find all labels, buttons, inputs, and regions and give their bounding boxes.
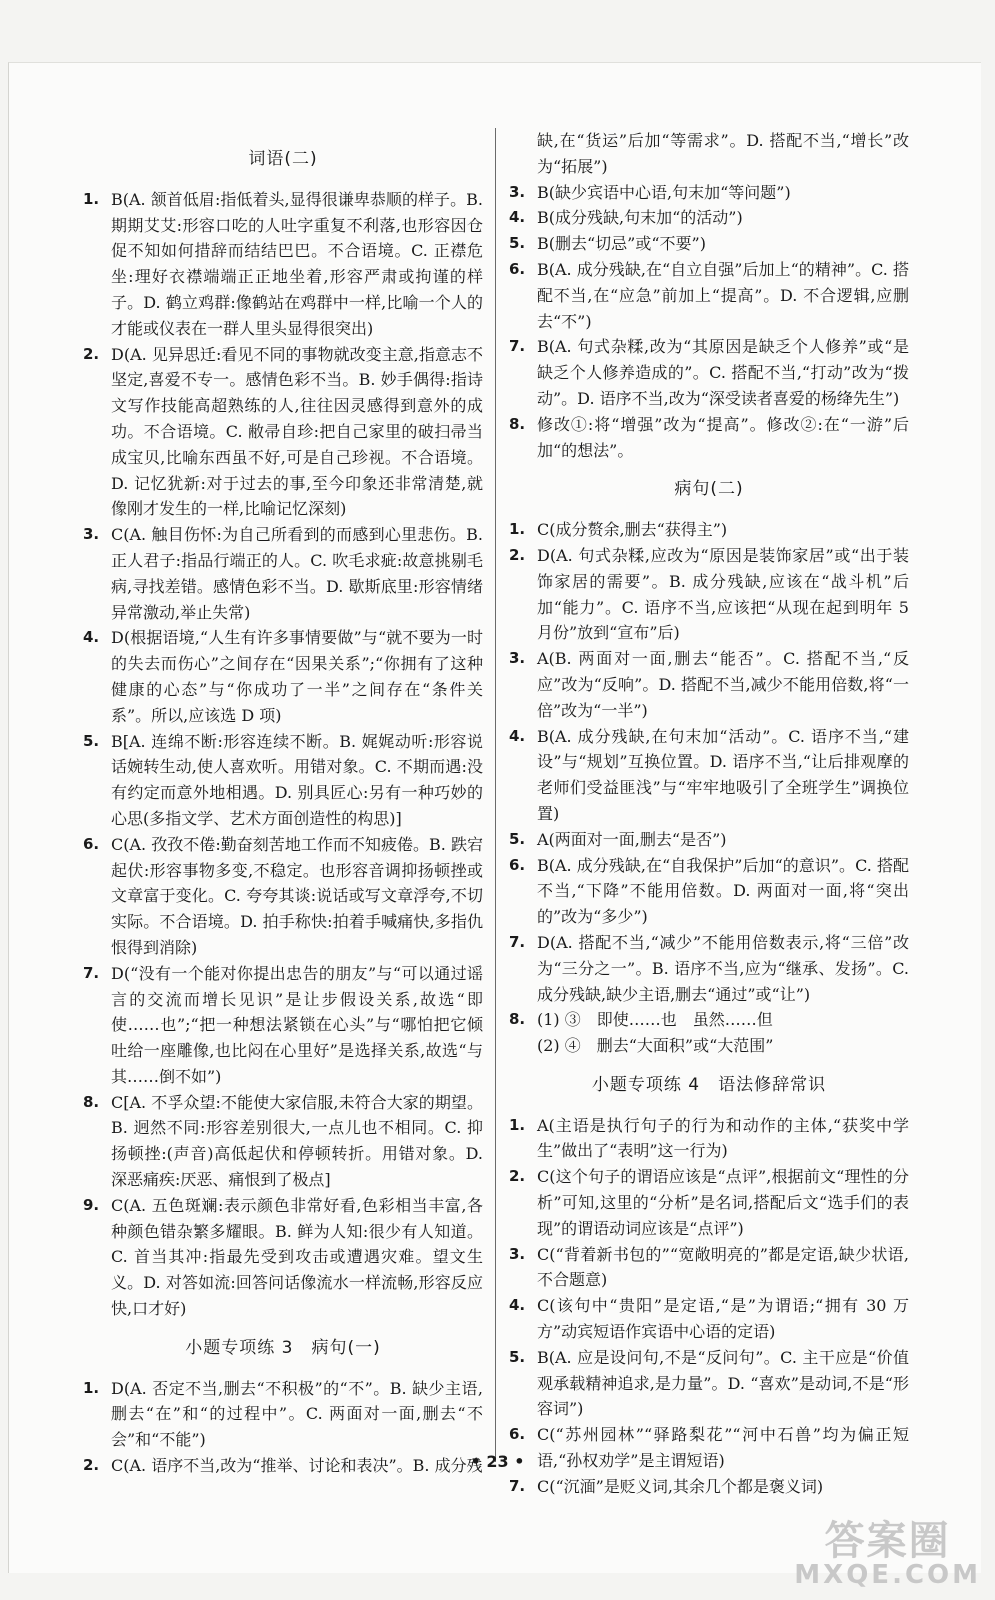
- answer-text: D(根据语境,“人生有许多事情要做”与“就不要为一时的失去而伤心”之间存在“因果关系”;“你拥有了这种健康的心态”与“你成功了一半”之间存在“条件关系”。所以,应该选 D 项): [111, 628, 483, 725]
- section-title-practice-4: 小题专项练 4 语法修辞常识: [591, 1074, 827, 1095]
- answer-text: C(A. 孜孜不倦:勤奋刻苦地工作而不知疲倦。B. 跌宕起伏:形容事物多变,不稳定。也形容音调抑扬顿挫或文章富于变化。C. 夸夸其谈:说话或写文章浮夸,不切实际。不合语境。D. 拍手称快:拍着手喊痛快,多指仇恨得到消除): [111, 834, 483, 957]
- watermark-logo: [794, 1509, 981, 1590]
- right-column: [509, 128, 909, 1500]
- answer-text: B(A. 颔首低眉:指低着头,显得很谦卑恭顺的样子。B. 期期艾艾:形容口吃的人吐字重复不利落,也形容因仓促不知如何措辞而结结巴巴。不合语境。C. 正襟危坐:理好衣襟端端正正地坐着,形容严肃或拘谨的样子。D. 鹤立鸡群:像鹤站在鸡群中一样,比喻一个人的才能或仪表在一群人里头显得很突出): [111, 189, 483, 338]
- answer-number: 7.: [509, 932, 526, 951]
- answer-text: C[A. 不孚众望:不能使大家信服,未符合大家的期望。B. 迥然不同:形容差别很大,一点儿也不相同。C. 抑扬顿挫:(声音)高低起伏和停顿转折。用错对象。D. 深恶痛疾:厌恶、痛恨到了极点]: [111, 1092, 483, 1190]
- answer-text: 修改①:将“增强”改为“提高”。修改②:在“一游”后加“的想法”。: [537, 414, 909, 460]
- answer-item: [509, 930, 909, 1007]
- answer-item: [509, 180, 909, 206]
- answer-number: 6.: [509, 855, 526, 874]
- left-column: [83, 143, 483, 1479]
- answer-item: [509, 1113, 909, 1165]
- answer-item: [509, 1007, 909, 1033]
- answer-text: B(A. 成分残缺,在句末加“活动”。C. 语序不当,“建设”与“规划”互换位置。D. 语序不当,“让后排观摩的老师们受益匪浅”与“牢牢地吸引了全班学生”调换位置): [537, 726, 909, 823]
- answer-list-words: [83, 187, 483, 1322]
- answer-text: A(B. 两面对一面,删去“能否”。C. 搭配不当,“反应”改为“反响”。D. 搭配不当,减少不能用倍数,将“一倍”改为“一半”): [537, 649, 909, 720]
- answer-number: 1.: [509, 1115, 526, 1134]
- answer-item: [509, 1164, 909, 1241]
- answer-list-sentences-1-cont: [509, 180, 909, 464]
- watermark-main: 答案圈: [824, 1518, 951, 1564]
- answer-item: [83, 832, 483, 961]
- answer-text: A(主语是执行句子的行为和动作的主体,“获奖中学生”做出了“表明”这一行为): [537, 1115, 909, 1161]
- answer-item: [83, 342, 483, 523]
- answer-number: 9.: [83, 1195, 100, 1214]
- answer-number: 5.: [509, 829, 526, 848]
- answer-item: [509, 517, 909, 543]
- answer-number: 5.: [509, 234, 526, 253]
- answer-item: [509, 334, 909, 411]
- watermark-sub: MXQE.COM: [794, 1560, 981, 1590]
- answer-item: [83, 729, 483, 832]
- answer-number: 2.: [509, 545, 526, 564]
- answer-item: [83, 625, 483, 728]
- answer-number: 7.: [509, 1476, 526, 1495]
- page-number: • 23 •: [470, 1452, 525, 1471]
- answer-item: [509, 543, 909, 646]
- answer-item: [83, 187, 483, 342]
- answer-number: 6.: [509, 1425, 526, 1444]
- answer-text: C(A. 语序不当,改为“推举、讨论和表决”。B. 成分残: [111, 1456, 483, 1476]
- answer-item: [509, 646, 909, 723]
- answer-item: [509, 827, 909, 853]
- answer-item: [83, 1193, 483, 1322]
- answer-number: 2.: [83, 344, 100, 363]
- answer-number: 4.: [83, 628, 100, 647]
- answer-text: C(A. 五色斑斓:表示颜色非常好看,色彩相当丰富,各种颜色错杂繁多耀眼。B. 鲜为人知:很少有人知道。C. 首当其冲:指最先受到攻击或遭遇灾难。望文生义。D. 对答如流:回答问话像流水一样流畅,形容反应快,口才好): [111, 1195, 483, 1319]
- answer-text: A(两面对一面,删去“是否”): [537, 829, 727, 849]
- answer-text: D(A. 见异思迁:看见不同的事物就改变主意,指意志不坚定,喜爱不专一。感情色彩不当。B. 妙手偶得:指诗文写作技能高超熟练的人,往往因灵感得到意外的成功。不合语境。C. 敝帚自珍:把自己家里的破扫帚当成宝贝,比喻东西虽不好,可是自己珍视。不合语境。D. 记忆犹新:对于过去的事,至今印象还非常清楚,就像刚才发生的一样,比喻记忆深刻): [111, 344, 483, 519]
- answer-number: 3.: [509, 1244, 526, 1263]
- answer-text: C(A. 触目伤怀:为自己所看到的而感到心里悲伤。B. 正人君子:指品行端正的人。C. 吹毛求疵:故意挑剔毛病,寻找差错。感情色彩不当。D. 歇斯底里:形容情绪异常激动,举止失常): [111, 525, 483, 622]
- answer-text: (1) ③ 即使……也 虽然……但: [537, 1010, 773, 1030]
- answer-number: 7.: [509, 337, 526, 356]
- answer-item: [509, 724, 909, 827]
- answer-text: D(A. 句式杂糅,应改为“原因是装饰家居”或“出于装饰家居的需要”。B. 成分残缺,应该在“战斗机”后加“能力”。C. 语序不当,应该把“从现在起到明年 5 月份”放到“宣布”后): [537, 545, 909, 643]
- answer-number: 6.: [83, 834, 100, 853]
- answer-number: 4.: [509, 208, 526, 227]
- answer-list-grammar: [509, 1113, 909, 1500]
- answer-text: C(“背着新书包的”“宽敞明亮的”都是定语,缺少状语,不合题意): [537, 1244, 909, 1290]
- answer-number: 8.: [83, 1092, 100, 1111]
- answer-item: [509, 257, 909, 334]
- answer-item: [509, 205, 909, 231]
- answer-number: 5.: [509, 1347, 526, 1366]
- answer-text: C(这个句子的谓语应该是“点评”,根据前文“理性的分析”可知,这里的“分析”是名词,搭配后文“选手们的表现”的谓语动词应该是“点评”): [537, 1167, 909, 1238]
- answer-number: 4.: [509, 1296, 526, 1315]
- continued-text: 缺,在“货运”后加“等需求”。D. 搭配不当,“增长”改为“拓展”): [537, 131, 909, 176]
- section-title-words-2: 词语(二): [248, 149, 318, 169]
- answer-item: [83, 961, 483, 1090]
- column-divider: [495, 128, 496, 1462]
- answer-text: B(A. 成分残缺,在“自我保护”后加“的意识”。C. 搭配不当,“下降”不能用倍数。D. 两面对一面,将“突出的”改为“多少”): [537, 855, 909, 927]
- answer-text: D(A. 搭配不当,“减少”不能用倍数表示,将“三倍”改为“三分之一”。B. 语序不当,应为“继承、发扬”。C. 成分残缺,缺少主语,删去“通过”或“让”): [537, 932, 909, 1004]
- answer-text: B(A. 应是设问句,不是“反问句”。C. 主干应是“价值观承载精神追求,是力量”。D. “喜欢”是动词,不是“形容词”): [537, 1347, 909, 1419]
- answer-text: C(该句中“贵阳”是定语,“是”为谓语;“拥有 30 万方”动宾短语作宾语中心语的定语): [537, 1296, 909, 1342]
- answer-text: D(“没有一个能对你提出忠告的朋友”与“可以通过谣言的交流而增长见识”是让步假设关系,故选“即使……也”;“把一种想法紧锁在心头”与“哪怕把它倾吐给一座雕像,也比闷在心里好”是选择关系,故选“与其……倒不如”): [111, 963, 483, 1086]
- section-title-sentences-2: 病句(二): [674, 479, 744, 500]
- answer-item: [83, 1376, 483, 1453]
- answer-number: 7.: [83, 963, 100, 982]
- answer-item: [509, 412, 909, 464]
- answer-list-sentences-2: [509, 517, 909, 1033]
- answer-number: 1.: [509, 520, 526, 539]
- answer-text: B(成分残缺,句末加“的活动”): [537, 208, 743, 228]
- answer-item: [509, 231, 909, 257]
- section-title-practice-3: 小题专项练 3 病句(一): [185, 1337, 381, 1358]
- answer-number: 2.: [83, 1456, 100, 1475]
- answer-item: [509, 1293, 909, 1345]
- answer-text: D(A. 否定不当,删去“不积极”的“不”。B. 缺少主语,删去“在”和“的过程中”。C. 两面对一面,删去“不会”和“不能”): [111, 1378, 483, 1450]
- answer-item: [509, 1474, 909, 1500]
- answer-number: 3.: [509, 182, 526, 201]
- answer-number: 2.: [509, 1167, 526, 1186]
- answer-item: [509, 1242, 909, 1294]
- answer-text: B[A. 连绵不断:形容连续不断。B. 娓娓动听:形容说话婉转生动,使人喜欢听。用错对象。C. 不期而遇:没有约定而意外地相遇。D. 别具匠心:另有一种巧妙的心思(多指文学、艺术方面创造性的构思)]: [111, 731, 483, 828]
- answer-number: 6.: [509, 259, 526, 278]
- answer-number: 4.: [509, 726, 526, 745]
- answer-text: C(“苏州园林”“驿路梨花”“河中石兽”均为偏正短语,“孙权劝学”是主谓短语): [537, 1425, 909, 1471]
- answer-number: 1.: [83, 189, 100, 208]
- answer-text: C(成分赘余,删去“获得主”): [537, 520, 728, 540]
- answer-text: B(A. 成分残缺,在“自立自强”后加上“的精神”。C. 搭配不当,在“应急”前加上“提高”。D. 不合逻辑,应删去“不”): [537, 259, 909, 331]
- answer-text: B(缺少宾语中心语,句末加“等问题”): [537, 182, 791, 202]
- answer-number: 3.: [83, 525, 100, 544]
- answer-number: 1.: [83, 1378, 100, 1397]
- answer-text: B(A. 句式杂糅,改为“其原因是缺乏个人修养”或“是缺乏个人修养造成的”。C. 搭配不当,“打动”改为“拨动”。D. 语序不当,改为“深受读者喜爱的杨绛先生”): [537, 337, 909, 408]
- answer-number: 8.: [509, 414, 526, 433]
- answer-item: [83, 1090, 483, 1193]
- answer-item: [509, 853, 909, 930]
- answer-text: C(“沉湎”是贬义词,其余几个都是褒义词): [537, 1476, 824, 1496]
- answer-number: 5.: [83, 731, 100, 750]
- answer-number: 3.: [509, 649, 526, 668]
- answer-item: [83, 522, 483, 625]
- answer-8-subline: (2) ④ 删去“大面积”或“大范围”: [537, 1036, 774, 1056]
- answer-number: 8.: [509, 1010, 526, 1029]
- answer-item: [509, 1345, 909, 1422]
- answer-text: B(删去“切忌”或“不要”): [537, 234, 706, 254]
